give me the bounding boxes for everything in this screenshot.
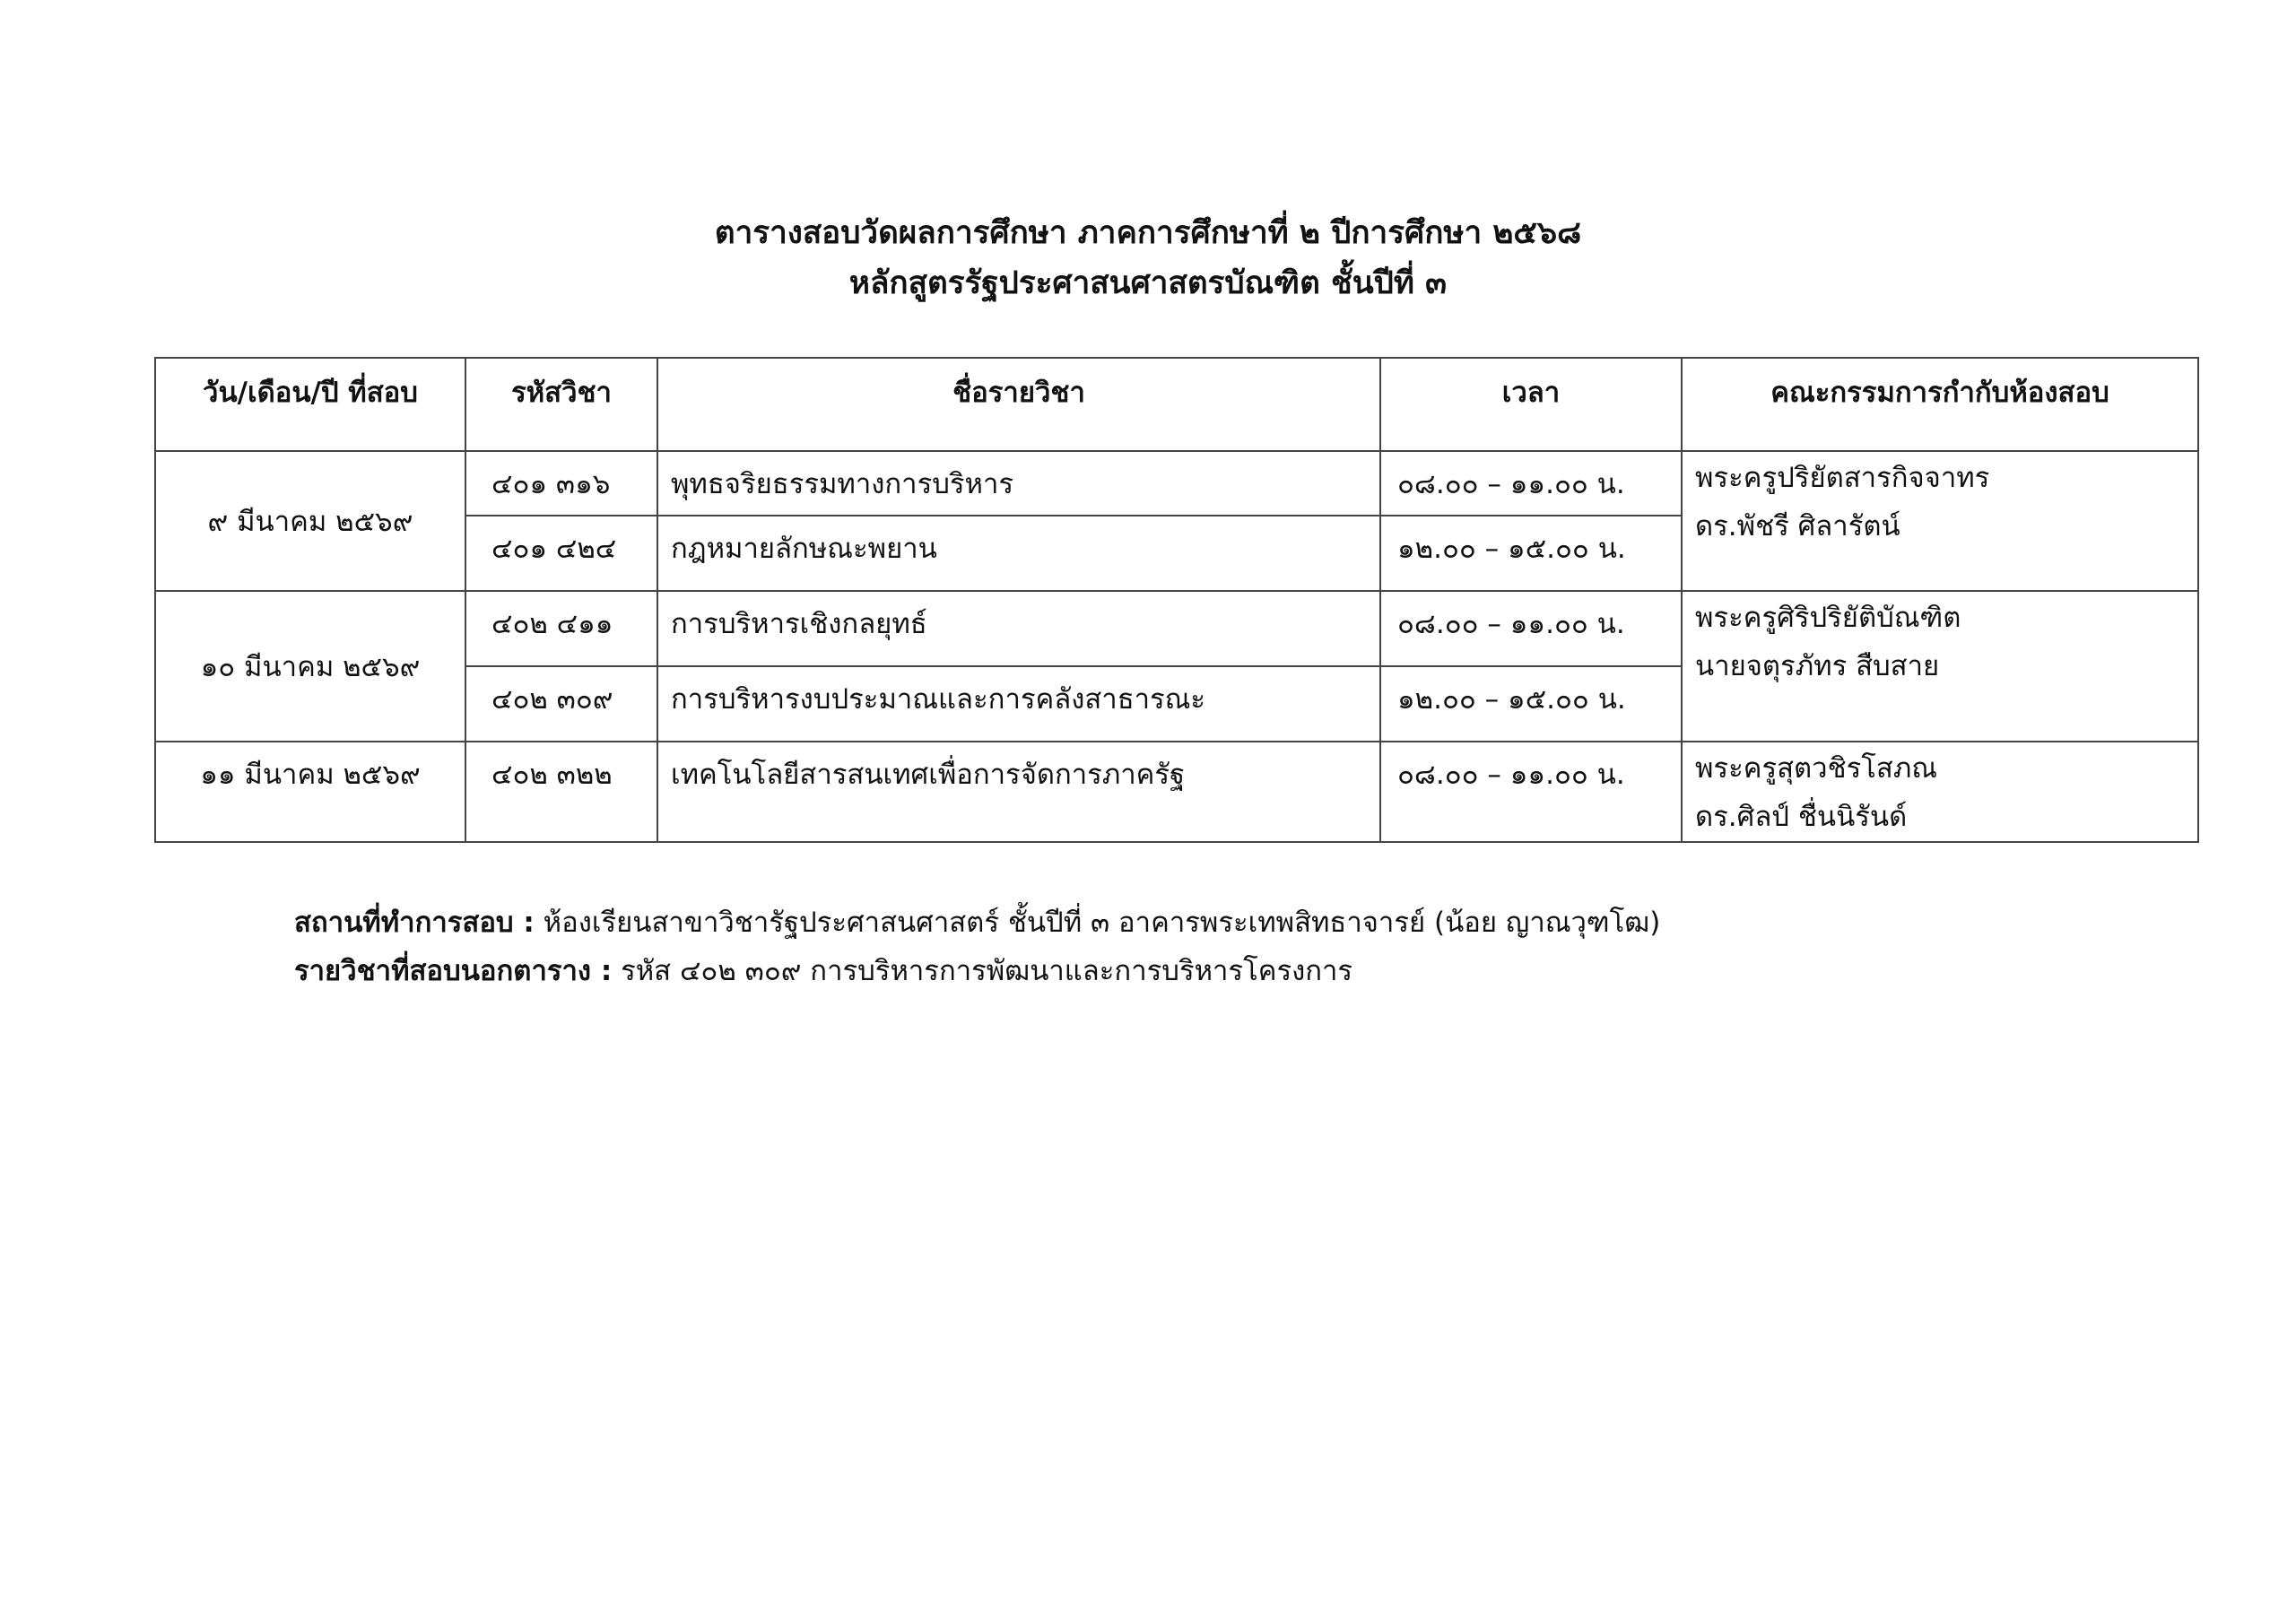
venue-text: ห้องเรียนสาขาวิชารัฐประศาสนศาสตร์ ชั้นปีที่ ๓ อาคารพระเทพสิทธาจารย์ (น้อย ญาณวุฑโฒ) [543, 907, 1661, 939]
offschedule-note [294, 947, 1660, 995]
title-line-1: ตารางสอบวัดผลการศึกษา ภาคการศึกษาที่ ๒ ปีการศึกษา ๒๕๖๘ [714, 215, 1582, 251]
venue-label: สถานที่ทำการสอบ : [294, 907, 535, 939]
committee-member: พระครูศิริปริยัติบัณฑิต [1695, 602, 1961, 634]
document-title [0, 208, 2296, 308]
exam-time: ๑๒.๐๐ – ๑๕.๐๐ น. [1380, 516, 1682, 591]
exam-time: ๐๘.๐๐ – ๑๑.๐๐ น. [1380, 451, 1682, 516]
course-code: ๔๐๑ ๓๑๖ [465, 451, 657, 516]
course-code: ๔๐๒ ๔๑๑ [465, 591, 657, 666]
exam-date: ๙ มีนาคม ๒๕๖๙ [155, 451, 465, 591]
course-name: กฎหมายลักษณะพยาน [657, 516, 1380, 591]
exam-time: ๑๒.๐๐ – ๑๕.๐๐ น. [1380, 666, 1682, 742]
course-name: พุทธจริยธรรมทางการบริหาร [657, 451, 1380, 516]
header-name: ชื่อรายวิชา [657, 358, 1380, 451]
committee-member: ดร.ศิลป์ ชื่นนิรันด์ [1695, 801, 1908, 833]
header-time: เวลา [1380, 358, 1682, 451]
exam-date: ๑๑ มีนาคม ๒๕๖๙ [155, 742, 465, 842]
course-code: ๔๐๒ ๓๐๙ [465, 666, 657, 742]
table-header-row [155, 358, 2198, 451]
exam-time: ๐๘.๐๐ – ๑๑.๐๐ น. [1380, 591, 1682, 666]
course-code: ๔๐๒ ๓๒๒ [465, 742, 657, 842]
committee-member: พระครูสุตวชิรโสภณ [1695, 752, 1938, 785]
table-row [155, 451, 2198, 516]
offschedule-label: รายวิชาที่สอบนอกตาราง : [294, 955, 613, 987]
header-committee: คณะกรรมการกำกับห้องสอบ [1682, 358, 2198, 451]
committee [1682, 451, 2198, 591]
committee [1682, 742, 2198, 842]
venue-note [294, 898, 1660, 947]
committee-member: นายจตุรภัทร สืบสาย [1695, 650, 1940, 682]
table-row [155, 742, 2198, 842]
course-code: ๔๐๑ ๔๒๔ [465, 516, 657, 591]
exam-date: ๑๐ มีนาคม ๒๕๖๙ [155, 591, 465, 742]
header-date: วัน/เดือน/ปี ที่สอบ [155, 358, 465, 451]
header-code: รหัสวิชา [465, 358, 657, 451]
table-row [155, 591, 2198, 666]
offschedule-text: รหัส ๔๐๒ ๓๐๙ การบริหารการพัฒนาและการบริหารโครงการ [621, 955, 1353, 987]
committee-member: พระครูปริยัตสารกิจจาทร [1695, 462, 1990, 494]
exam-schedule-table [154, 357, 2199, 843]
committee [1682, 591, 2198, 742]
course-name: เทคโนโลยีสารสนเทศเพื่อการจัดการภาครัฐ [657, 742, 1380, 842]
course-name: การบริหารเชิงกลยุทธ์ [657, 591, 1380, 666]
notes [294, 898, 1660, 995]
committee-member: ดร.พัชรี ศิลารัตน์ [1695, 510, 1900, 542]
exam-time: ๐๘.๐๐ – ๑๑.๐๐ น. [1380, 742, 1682, 842]
course-name: การบริหารงบประมาณและการคลังสาธารณะ [657, 666, 1380, 742]
title-line-2: หลักสูตรรัฐประศาสนศาสตรบัณฑิต ชั้นปีที่ ๓ [848, 265, 1448, 301]
